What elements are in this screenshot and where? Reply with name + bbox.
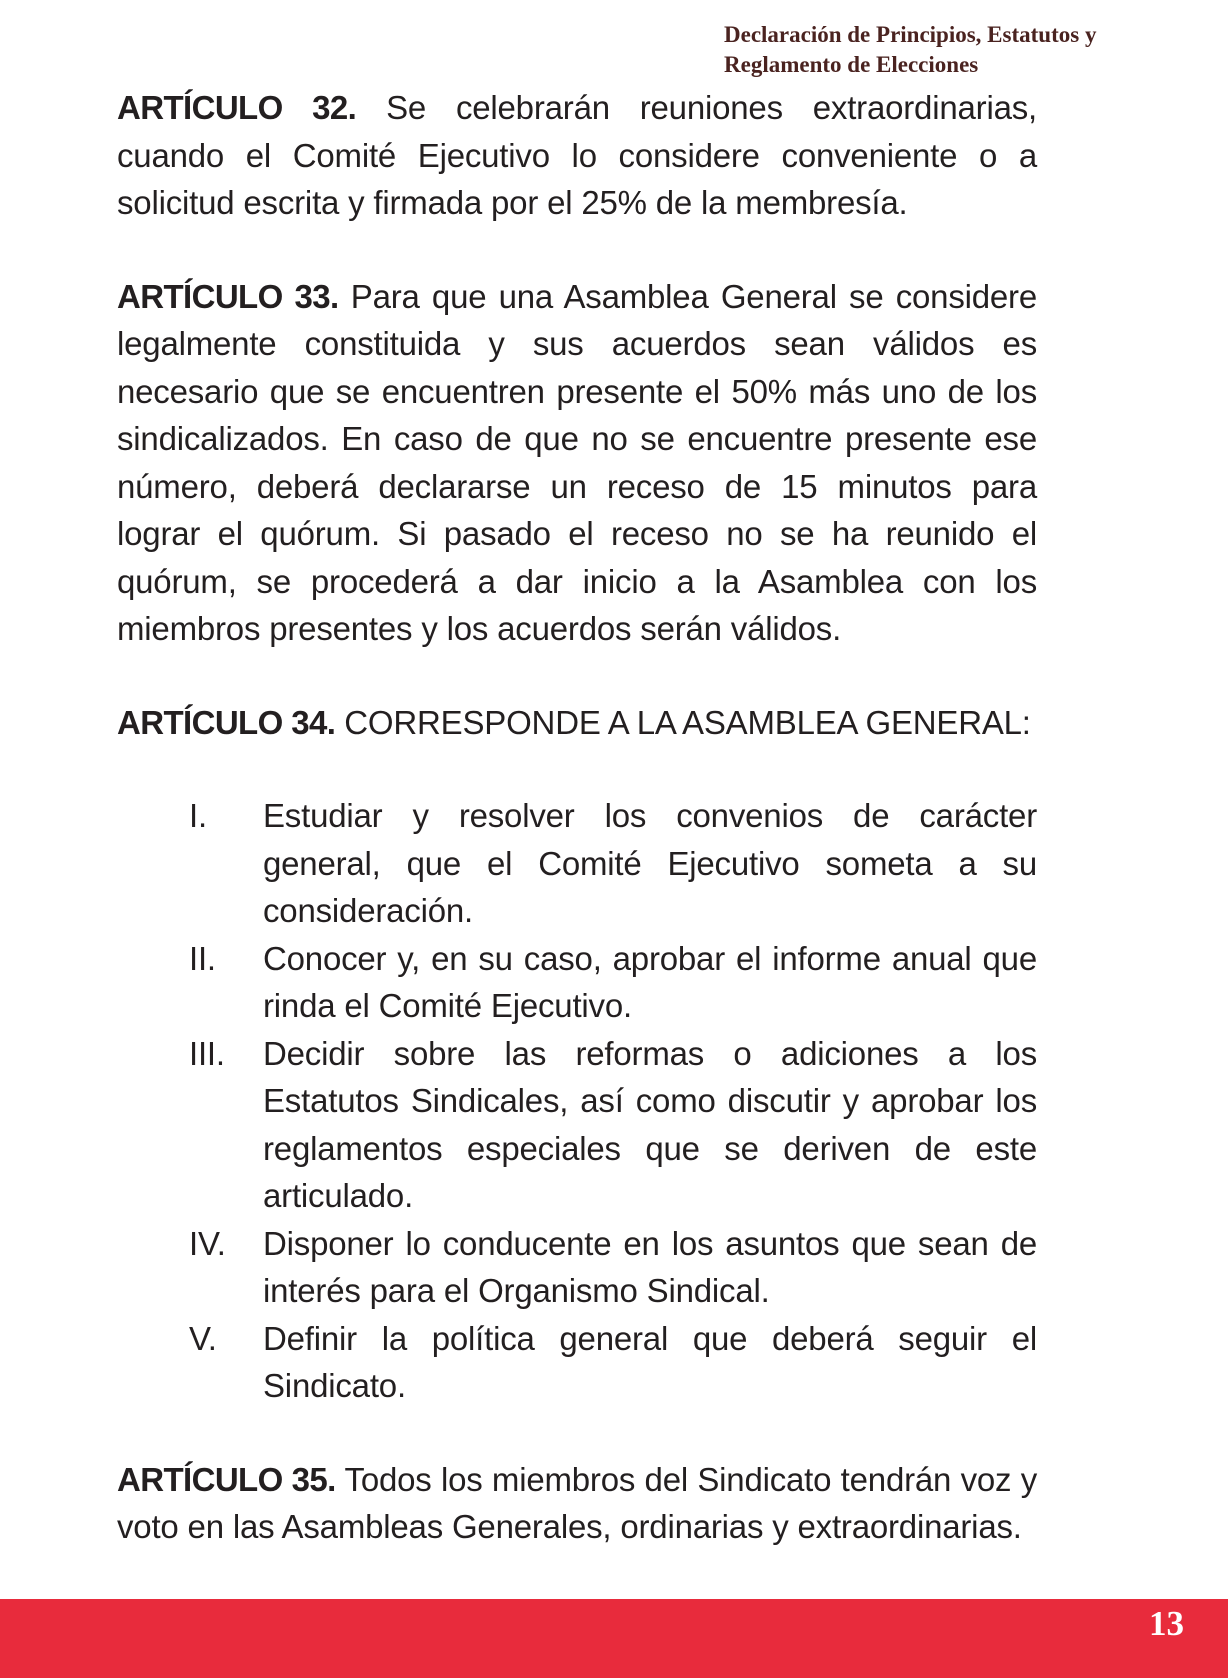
list-item-text: Disponer lo conducente en los asuntos que sean de interés para el Organismo Sindical. [263,1224,1037,1309]
article-32-paragraph [117,84,1037,227]
article-32-text: Se celebrarán reuniones extraordinarias, cuando el Comité Ejecutivo lo considere conveniente o a solicitud escrita y firmada por el 25% de la membresía. [117,89,1037,221]
article-34-roman-list [117,792,1037,1410]
list-item [189,935,1037,1030]
article-34-heading [117,699,1037,747]
list-item-text: Decidir sobre las reformas o adiciones a los Estatutos Sindicales, así como discutir y aprobar los reglamentos especiales que se deriven de este articulado. [263,1034,1037,1214]
article-35-text: Todos los miembros del Sindicato tendrán voz y voto en las Asambleas Generales, ordinarias y extraordinarias. [117,1460,1037,1545]
article-33-text: Para que una Asamblea General se considere legalmente constituida y sus acuerdos sean válidos es necesario que se encuentren presente el 50% más uno de los sindicalizados. En caso de que no se encuentre presente ese número, deberá declararse un receso de 15 minutos para lograr el quórum. Si pasado el receso no se ha reunido el quórum, se procederá a dar inicio a la Asamblea con los miembros presentes y los acuerdos serán válidos. [117,277,1037,647]
article-33-paragraph [117,273,1037,653]
article-33-label: ARTÍCULO 33. [117,277,339,315]
running-header-line-1: Declaración de Principios, Estatutos y [724,22,1097,47]
list-item [189,1030,1037,1220]
article-34-text: CORRESPONDE A LA ASAMBLEA GENERAL: [344,703,1031,741]
list-item-text: Definir la política general que deberá seguir el Sindicato. [263,1319,1037,1404]
list-item-text: Estudiar y resolver los convenios de carácter general, que el Comité Ejecutivo someta a su consideración. [263,797,1037,929]
article-32-label: ARTÍCULO 32. [117,89,357,126]
running-header-line-2: Reglamento de Elecciones [724,52,979,77]
page-number: 13 [1149,1604,1184,1643]
list-item-numeral: II. [189,939,216,977]
footer-bar [0,1599,1228,1678]
list-item-text: Conocer y, en su caso, aprobar el informe anual que rinda el Comité Ejecutivo. [263,939,1037,1024]
list-item [189,1220,1037,1315]
list-item [189,1315,1037,1410]
list-item [189,792,1037,935]
list-item-numeral: III. [189,1034,225,1072]
list-item-numeral: IV. [189,1224,226,1262]
article-35-label: ARTÍCULO 35. [117,1460,336,1498]
list-item-numeral: I. [189,797,207,834]
article-35-paragraph [117,1456,1037,1551]
running-header [724,20,1096,80]
list-item-numeral: V. [189,1319,217,1357]
body-column [117,84,1037,1551]
article-34-label: ARTÍCULO 34. [117,703,336,741]
